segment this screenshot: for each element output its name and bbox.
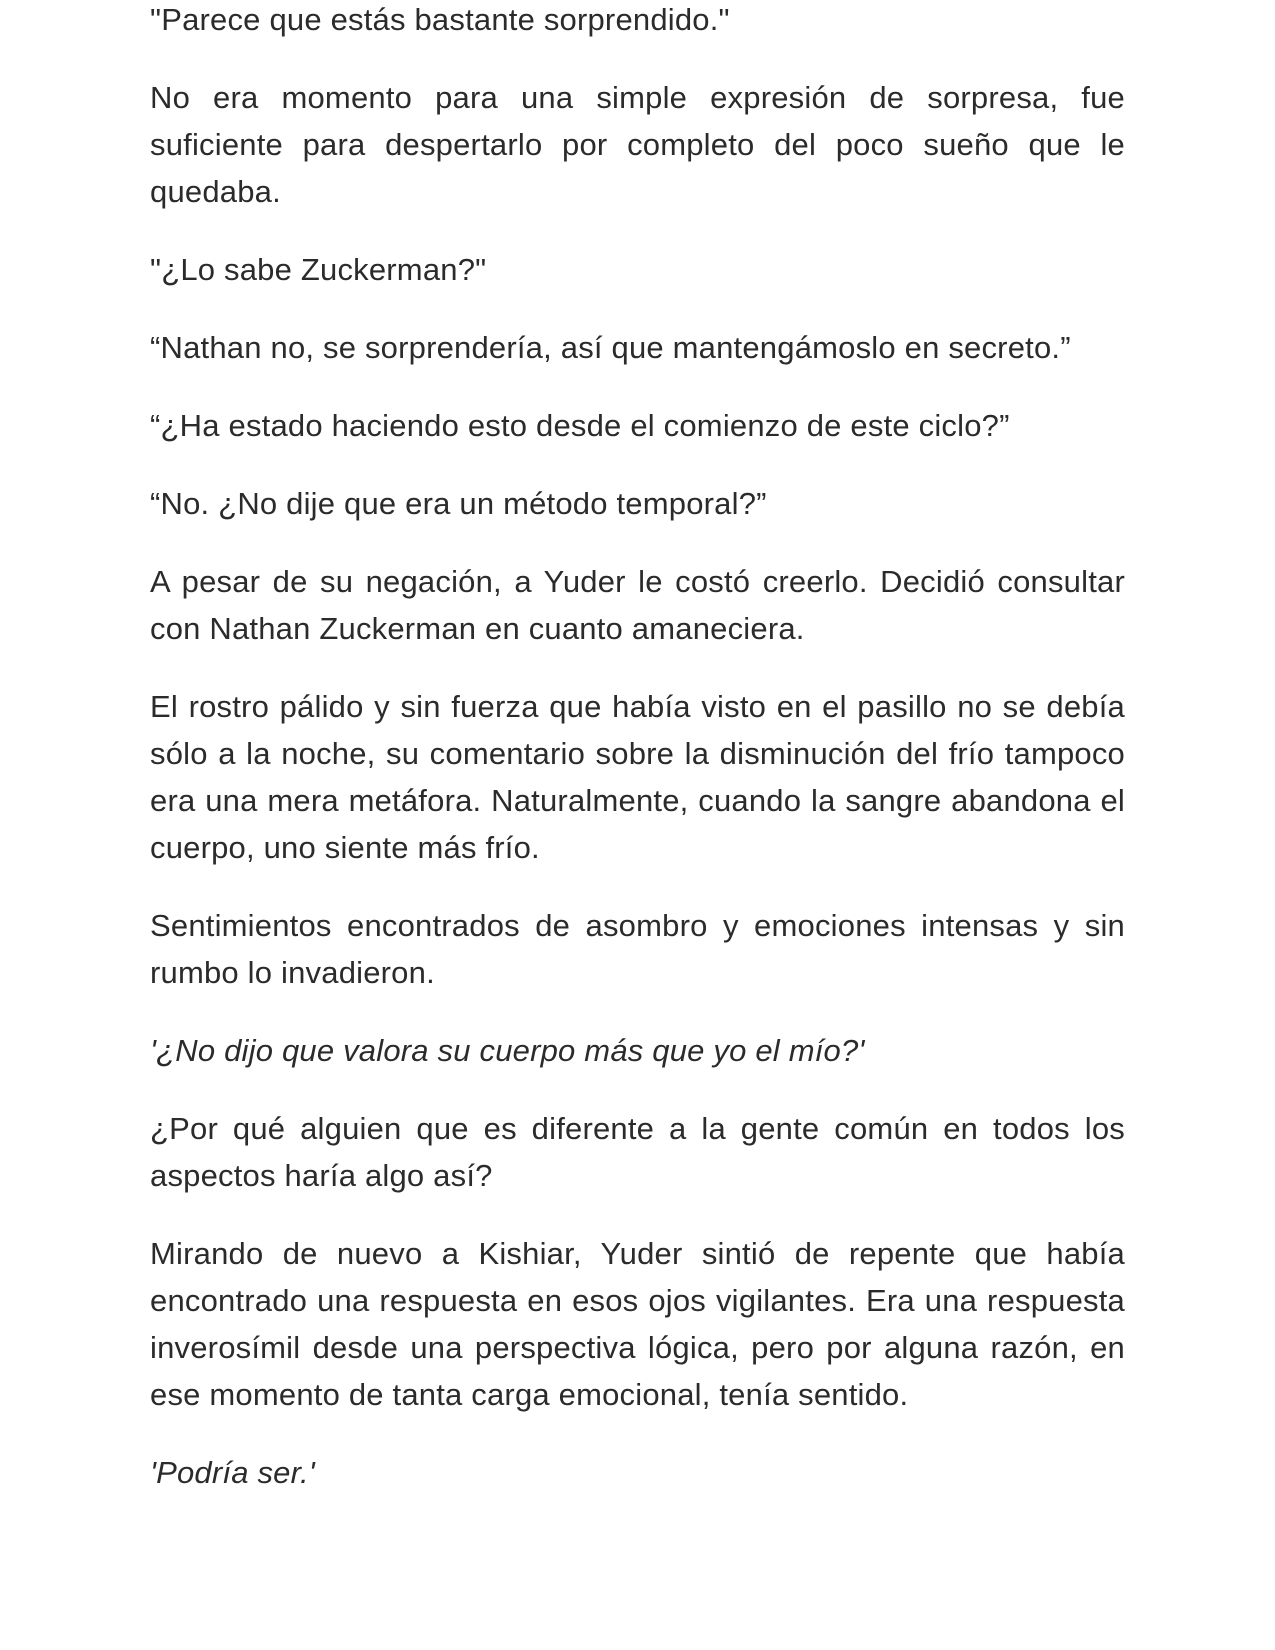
paragraph: "Parece que estás bastante sorprendido." [150,2,730,37]
document-page [150,0,1125,1527]
paragraph: “No. ¿No dije que era un método temporal?” [150,486,767,521]
paragraph: El rostro pálido y sin fuerza que había visto en el pasillo no se debía sólo a la noche, su comentario sobre la disminución del frío tampoco era una mera metáfora. Naturalmente, cuando la sangre abandona el cuerpo, uno siente más frío. [150,689,1125,865]
paragraph: Sentimientos encontrados de asombro y emociones intensas y sin rumbo lo invadieron. [150,908,1125,990]
paragraph: ¿Por qué alguien que es diferente a la gente común en todos los aspectos haría algo así? [150,1111,1125,1193]
paragraph: Mirando de nuevo a Kishiar, Yuder sintió de repente que había encontrado una respuesta en esos ojos vigilantes. Era una respuesta inverosímil desde una perspectiva lógica, pero por alguna razón, en ese momento de tanta carga emocional, tenía sentido. [150,1236,1125,1412]
paragraph-thought: 'Podría ser.' [150,1455,315,1490]
paragraph: "¿Lo sabe Zuckerman?" [150,252,487,287]
paragraph: “Nathan no, se sorprendería, así que mantengámoslo en secreto.” [150,330,1071,365]
paragraph: “¿Ha estado haciendo esto desde el comienzo de este ciclo?” [150,408,1010,443]
paragraph: No era momento para una simple expresión de sorpresa, fue suficiente para despertarlo por completo del poco sueño que le quedaba. [150,80,1125,209]
paragraph-thought: '¿No dijo que valora su cuerpo más que yo el mío?' [150,1033,865,1068]
paragraph: A pesar de su negación, a Yuder le costó creerlo. Decidió consultar con Nathan Zuckerman en cuanto amaneciera. [150,564,1125,646]
